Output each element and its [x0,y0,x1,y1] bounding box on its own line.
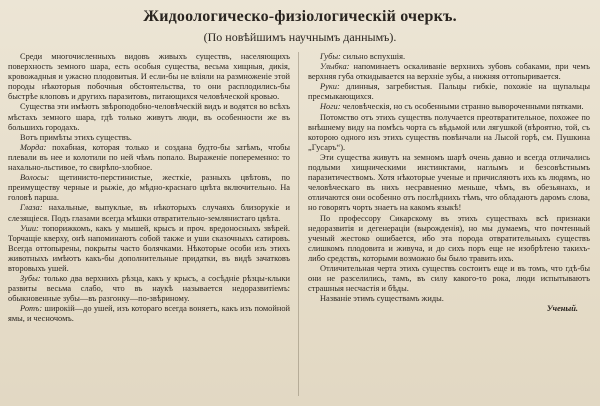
term-text: сильно вспухшія. [340,52,406,61]
paragraph: По профессору Сикарскому въ этихъ существахъ всѣ признаки недоразвитія и дегенераціи (вырожденія), но мы думаемъ, что почтенный ученый жестоко ошибается, ибо эта порода отвратительныхъ существъ слишкомъ плодовита и живуча, и до сихъ поръ еще не изобрѣтено такихъ-либо средствъ, которыми возможно бы было травить ихъ. [308,213,590,263]
paragraph: Существа эти имѣютъ звѣроподобно-человѣческій видъ и водятся во всѣхъ мѣстахъ земного шара, гдѣ только живутъ люди, въ особенности же въ большихъ городахъ. [8,102,290,132]
term-text: длинныя, загребистыя. Пальцы гибкіе, похожіе на щупальцы пресмыкающихся. [308,82,590,102]
paragraph [8,173,290,203]
paragraph [308,82,590,102]
term-text: нахальные, выпуклые, въ нѣкоторыхъ случаяхъ близорукіе и слезящіеся. Подъ глазами всегда мѣшки отвратительно-землянистаго цвѣта. [8,203,290,223]
term-label: Улыбка: [320,62,350,72]
term-label: Глаза: [20,203,43,213]
term-text: только два верхнихъ рѣзца, какъ у крысъ, а сосѣдніе рѣзцы-клыки развиты весьма слабо, что въ наукѣ называется недоразвитіемъ: обыкновенные зубы—въ разгонку—по-звѣриному. [8,274,290,304]
paragraph [8,143,290,173]
paragraph: Вотъ примѣты этихъ существъ. [20,132,132,142]
term-text: щетинисто-перстинистые, жесткіе, разныхъ цвѣтовъ, по преимуществу черные и рыжіе, до мѣдно-краснаго цвѣта включительно. На головѣ парша. [8,173,290,203]
paragraph: Отличительная черта этихъ существъ состоитъ еще и въ томъ, что гдѣ-бы они не разселились, тамъ, въ силу какого-то рока, люди испытываютъ страшныя несчастія и бѣды. [308,263,590,294]
paragraph [8,304,290,324]
paragraph: Эти существа живутъ на земномъ шарѣ очень давно и всегда отличались подлыми хищническими инстинктами, наглымъ и безсовѣстнымъ паразитичествомъ. Хотя нѣкоторые ученые и причисляютъ ихъ къ людямъ, но человѣческаго въ нихъ несравненно меньше, чѣмъ, въ обезьянахъ, и отличаются они особенно отъ послѣднихъ тѣмъ, что обладаютъ даромъ слова, но говорятъ чорть знаетъ на какомъ языкѣ! [308,152,590,213]
term-label: Зубы: [20,274,41,284]
term-label: Волосы: [20,173,50,183]
paragraph [8,224,290,274]
term-label: Уши: [20,223,39,233]
term-text: человѣческія, но съ особенными странно вывороченными пятками. [340,102,584,112]
term-label: Морда: [20,142,47,152]
term-label: Ротъ: [20,304,43,314]
paragraph: Потомство отъ этихъ существъ получается преотвратительное, похожее по внѣшнему виду на помѣсь чорта съ вѣдьмой или лягушкой (вѣроятно, той, съ которою одного изъ этихъ существъ повѣнчали на Лысой горѣ, см. Пушкина „Гусаръ“). [308,112,590,152]
paragraph [308,52,590,62]
term-label: Губы: [320,52,341,61]
article-title: Жидоологическо-физiологическiй очеркъ. [143,8,457,25]
term-text: похабная, которая только и создана будто-бы затѣмъ, чтобы плевали въ нее и колотили по ней чѣмъ попало. Выраженіе попеременно: то нахально-льстивое, то свирѣпо-злобное. [8,142,290,173]
column-divider [298,52,299,396]
term-label: Руки: [320,82,340,92]
paragraph: Среди многочисленныхъ видовъ живыхъ существъ, населяющихъ поверхность земного шара, есть особыя существа, весьма хищныя, дикiя, кровожадныя и ужасно плодовитыя. И если-бы не вліяли на размноженіе этой породы нѣкоторыя побочныя обстоятельства, то они расплодились-бы быстрѣе клоповъ и другихъ паразитовъ, питающихся человѣческой кровью. [8,52,290,102]
term-label: Ноги: [320,102,341,112]
paragraph: Названіе этимъ существамъ жиды. [320,294,444,304]
term-text: напоминаетъ оскаливаніе верхнихъ зубовъ собаками, при чемъ верхняя губа откидывается на верхніе зубы, а нижняя оттопыривается. [308,62,590,82]
term-text: широкій—до ушей, изъ котораго всегда воняетъ, какъ изъ помойной ямы, и чесночомъ. [8,304,290,324]
paragraph [308,62,590,82]
paragraph [8,203,290,223]
paragraph [8,274,290,304]
article-subtitle: (По новѣйшимъ научнымъ даннымъ). [203,30,397,44]
right-column [308,52,590,314]
signature: Ученый. [546,304,578,314]
left-column [8,52,290,325]
term-text: топорижкомъ, какъ у мышей, крысъ и проч. вредоносныхъ звѣрей. Торчащіе кверху, онѣ напоминаютъ собой также и уши сказочныхъ сатировъ. Всегда оттопырены, покрыты часто болячками. Нѣкоторые особи изъ этихъ животныхъ имѣютъ какъ-бы дополнительные придатки, въ видѣ зачатковъ второвыхъ ушей. [8,223,290,273]
paragraph [308,102,590,112]
